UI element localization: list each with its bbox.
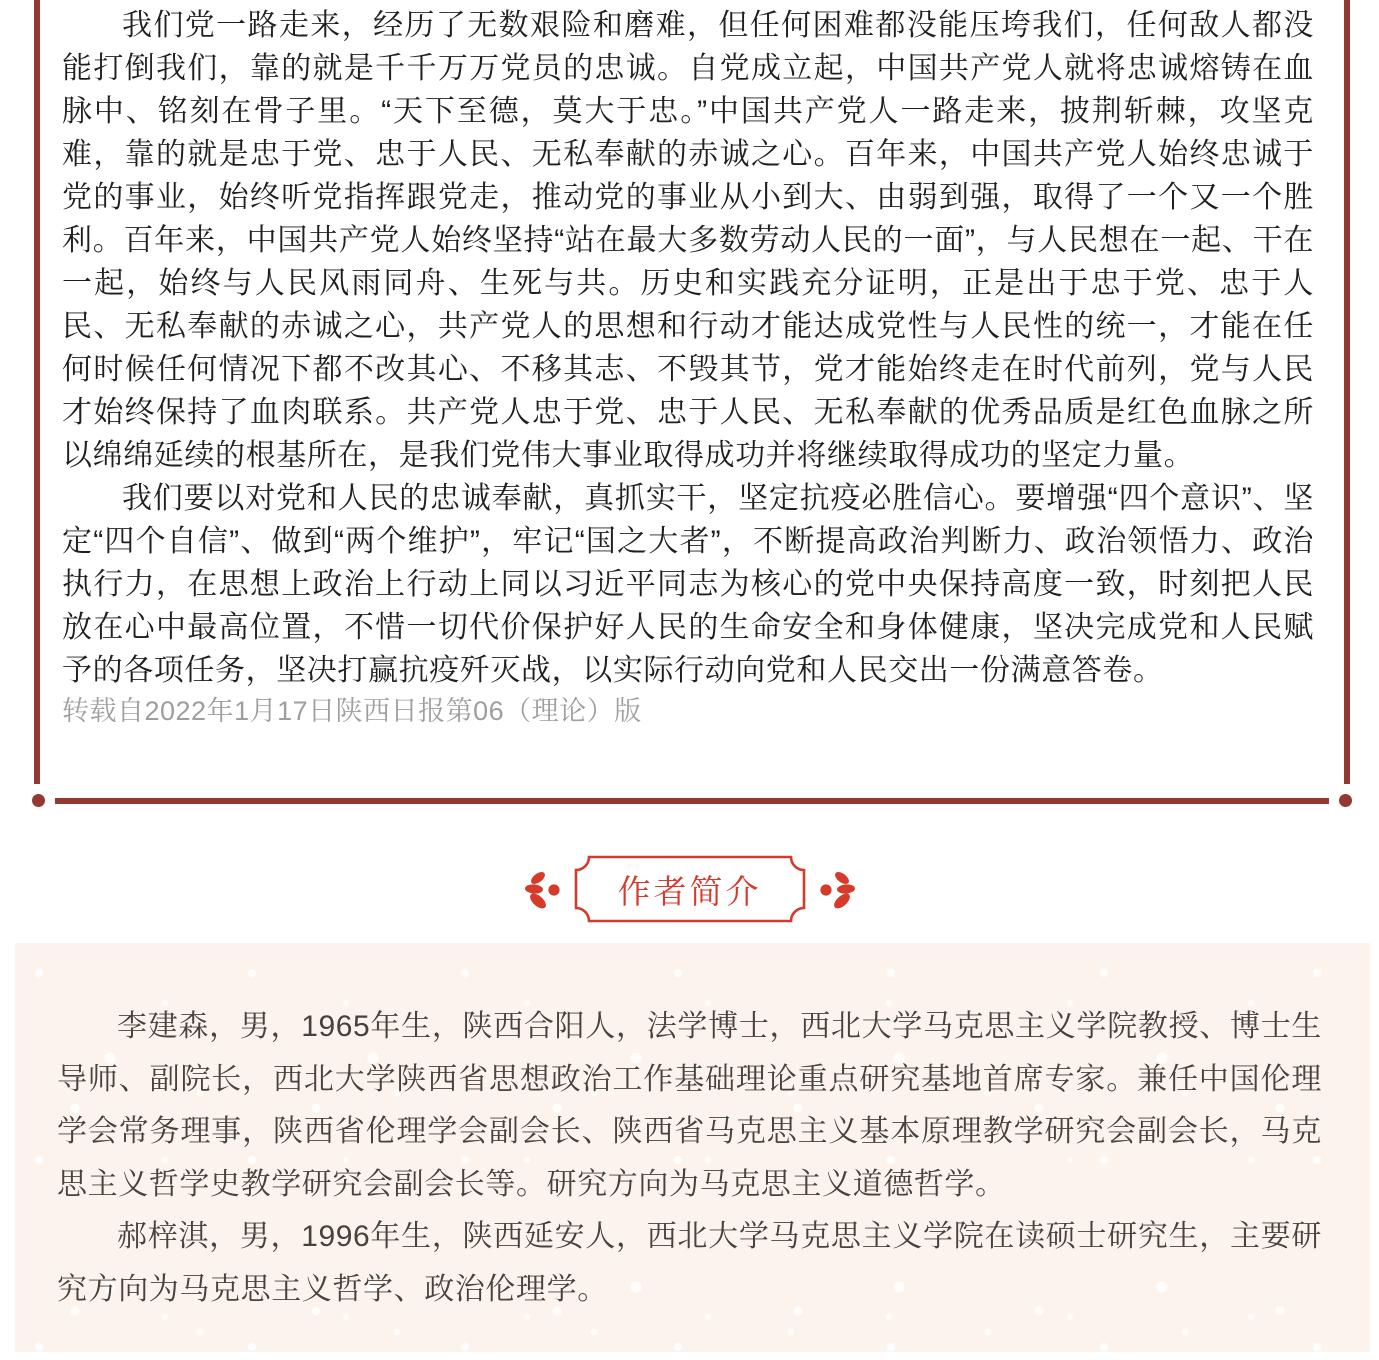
frame-right-line (1344, 0, 1350, 784)
author-bio-paragraph: 李建森，男，1965年生，陕西合阳人，法学博士，西北大学马克思主义学院教授、博士生导师、副院长，西北大学陕西省思想政治工作基础理论重点研究基地首席专家。兼任中国伦理学会常务理事，陕西省伦理学会副会长、陕西省马克思主义基本原理教学研究会副会长，马克思主义哲学史教学研究会副会长等。研究方向为马克思主义道德哲学。 (57, 1010, 1322, 1201)
author-intro-badge (574, 855, 806, 923)
frame-left-line (34, 0, 40, 784)
article-body (62, 4, 1314, 730)
floral-burst-icon (521, 867, 565, 911)
author-bio-panel (15, 943, 1370, 1352)
author-bio-text (57, 1001, 1322, 1316)
frame-bottom-right-dot-icon (1339, 794, 1352, 807)
author-intro-badge-label: 作者简介 (617, 872, 762, 910)
article-paragraph: 我们党一路走来，经历了无数艰险和磨难，但任何困难都没能压垮我们，任何敌人都没能打倒我们，靠的就是千千万万党员的忠诚。自党成立起，中国共产党人就将忠诚熔铸在血脉中、铭刻在骨子里。“天下至德，莫大于忠。”中国共产党人一路走来，披荆斩棘，攻坚克难，靠的就是忠于党、忠于人民、无私奉献的赤诚之心。百年来，中国共产党人始终忠诚于党的事业，始终听党指挥跟党走，推动党的事业从小到大、由弱到强，取得了一个又一个胜利。百年来，中国共产党人始终坚持“站在最大多数劳动人民的一面”，与人民想在一起、干在一起，始终与人民风雨同舟、生死与共。历史和实践充分证明，正是出于忠于党、忠于人民、无私奉献的赤诚之心，共产党人的思想和行动才能达成党性与人民性的统一，才能在任何时候任何情况下都不改其心、不移其志、不毁其节，党才能始终走在时代前列，党与人民才始终保持了血肉联系。共产党人忠于党、忠于人民、无私奉献的优秀品质是红色血脉之所以绵绵延续的根基所在，是我们党伟大事业取得成功并将继续取得成功的坚定力量。 (62, 9, 1314, 472)
frame-bottom-left-dot-icon (32, 794, 45, 807)
author-bio-paragraph: 郝梓淇，男，1996年生，陕西延安人，西北大学马克思主义学院在读硕士研究生，主要研究方向为马克思主义哲学、政治伦理学。 (57, 1220, 1322, 1306)
frame-bottom-line (55, 798, 1329, 804)
floral-burst-icon (815, 867, 859, 911)
source-note: 转载自2022年1月17日陕西日报第06（理论）版 (62, 696, 642, 726)
article-paragraph: 我们要以对党和人民的忠诚奉献，真抓实干，坚定抗疫必胜信心。要增强“四个意识”、坚定“四个自信”、做到“两个维护”，牢记“国之大者”，不断提高政治判断力、政治领悟力、政治执行力，在思想上政治上行动上同以习近平同志为核心的党中央保持高度一致，时刻把人民放在心中最高位置，不惜一切代价保护好人民的生命安全和身体健康，坚决完成党和人民赋予的各项任务，坚决打赢抗疫歼灭战，以实际行动向党和人民交出一份满意答卷。 (62, 482, 1314, 687)
author-intro-header (0, 853, 1379, 925)
